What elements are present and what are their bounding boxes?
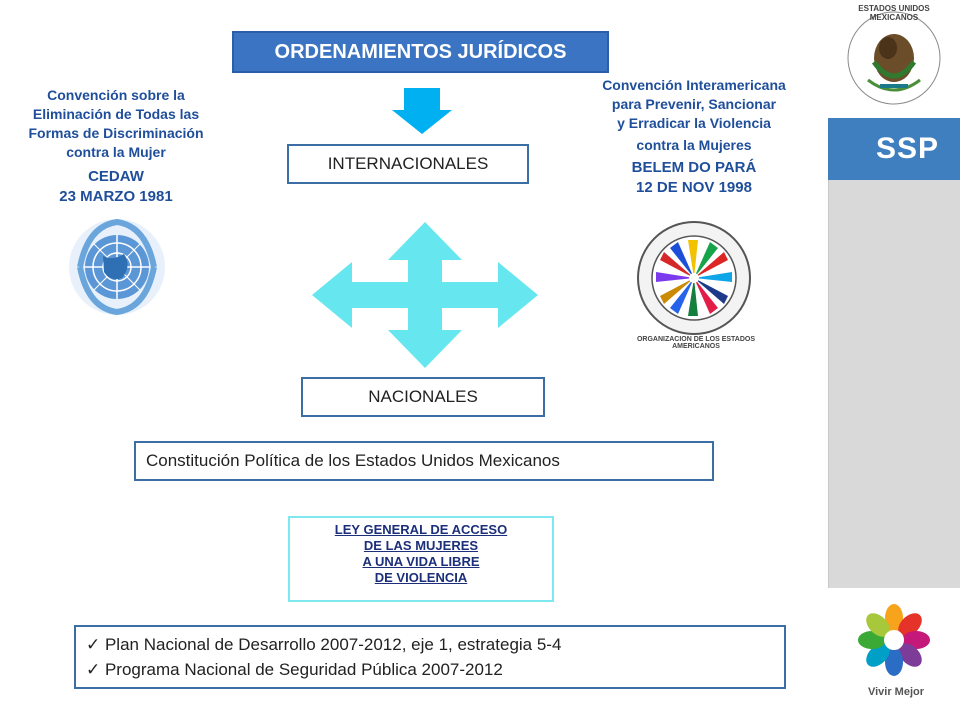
- ley-line-3: A UNA VIDA LIBRE: [362, 554, 480, 569]
- vivir-mejor-text: Vivir Mejor: [867, 686, 925, 698]
- ley-line-1: LEY GENERAL DE ACCESO: [334, 522, 508, 537]
- cedaw-description: Convención sobre la Eliminación de Todas las Formas de Discriminación contra la Mujer: [28, 87, 204, 160]
- ley-line-4: DE VIOLENCIA: [374, 570, 468, 585]
- check-icon: ✓: [86, 660, 105, 679]
- plans-box: [74, 625, 786, 689]
- plan-item: ✓ Programa Nacional de Seguridad Pública 2007-2012: [86, 660, 503, 679]
- constitucion-box: Constitución Política de los Estados Unidos Mexicanos: [134, 441, 714, 481]
- plan-item: ✓ Plan Nacional de Desarrollo 2007-2012, eje 1, estrategia 5-4: [86, 635, 562, 654]
- vivir-mejor-logo: [846, 600, 942, 684]
- oea-seal-icon: [630, 218, 760, 338]
- four-way-arrow-icon: [312, 222, 538, 368]
- oea-seal-text: ORGANIZACION DE LOS ESTADOS AMERICANOS: [636, 336, 756, 350]
- cedaw-name: CEDAW 23 MARZO 1981: [59, 168, 173, 205]
- page-title: ORDENAMIENTOS JURÍDICOS: [232, 31, 609, 73]
- flower-logo-icon: [846, 600, 942, 684]
- un-emblem-icon: [58, 216, 176, 318]
- nacionales-box: NACIONALES: [301, 377, 545, 417]
- internacionales-box: INTERNACIONALES: [287, 144, 529, 184]
- belem-description: Convención Interamericana para Prevenir, Sancionar y Erradicar la Violencia contra la Mujeres: [602, 77, 786, 153]
- ssp-label: SSP: [828, 118, 960, 180]
- check-icon: ✓: [86, 635, 105, 654]
- seal-text: ESTADOS UNIDOS MEXICANOS: [858, 4, 930, 22]
- belem-name: BELEM DO PARÁ 12 DE NOV 1998: [631, 159, 757, 196]
- crest-area: [828, 0, 960, 118]
- down-arrow-icon: [390, 88, 454, 136]
- ley-line-2: DE LAS MUJERES: [363, 538, 479, 553]
- ley-general-box: [288, 516, 554, 602]
